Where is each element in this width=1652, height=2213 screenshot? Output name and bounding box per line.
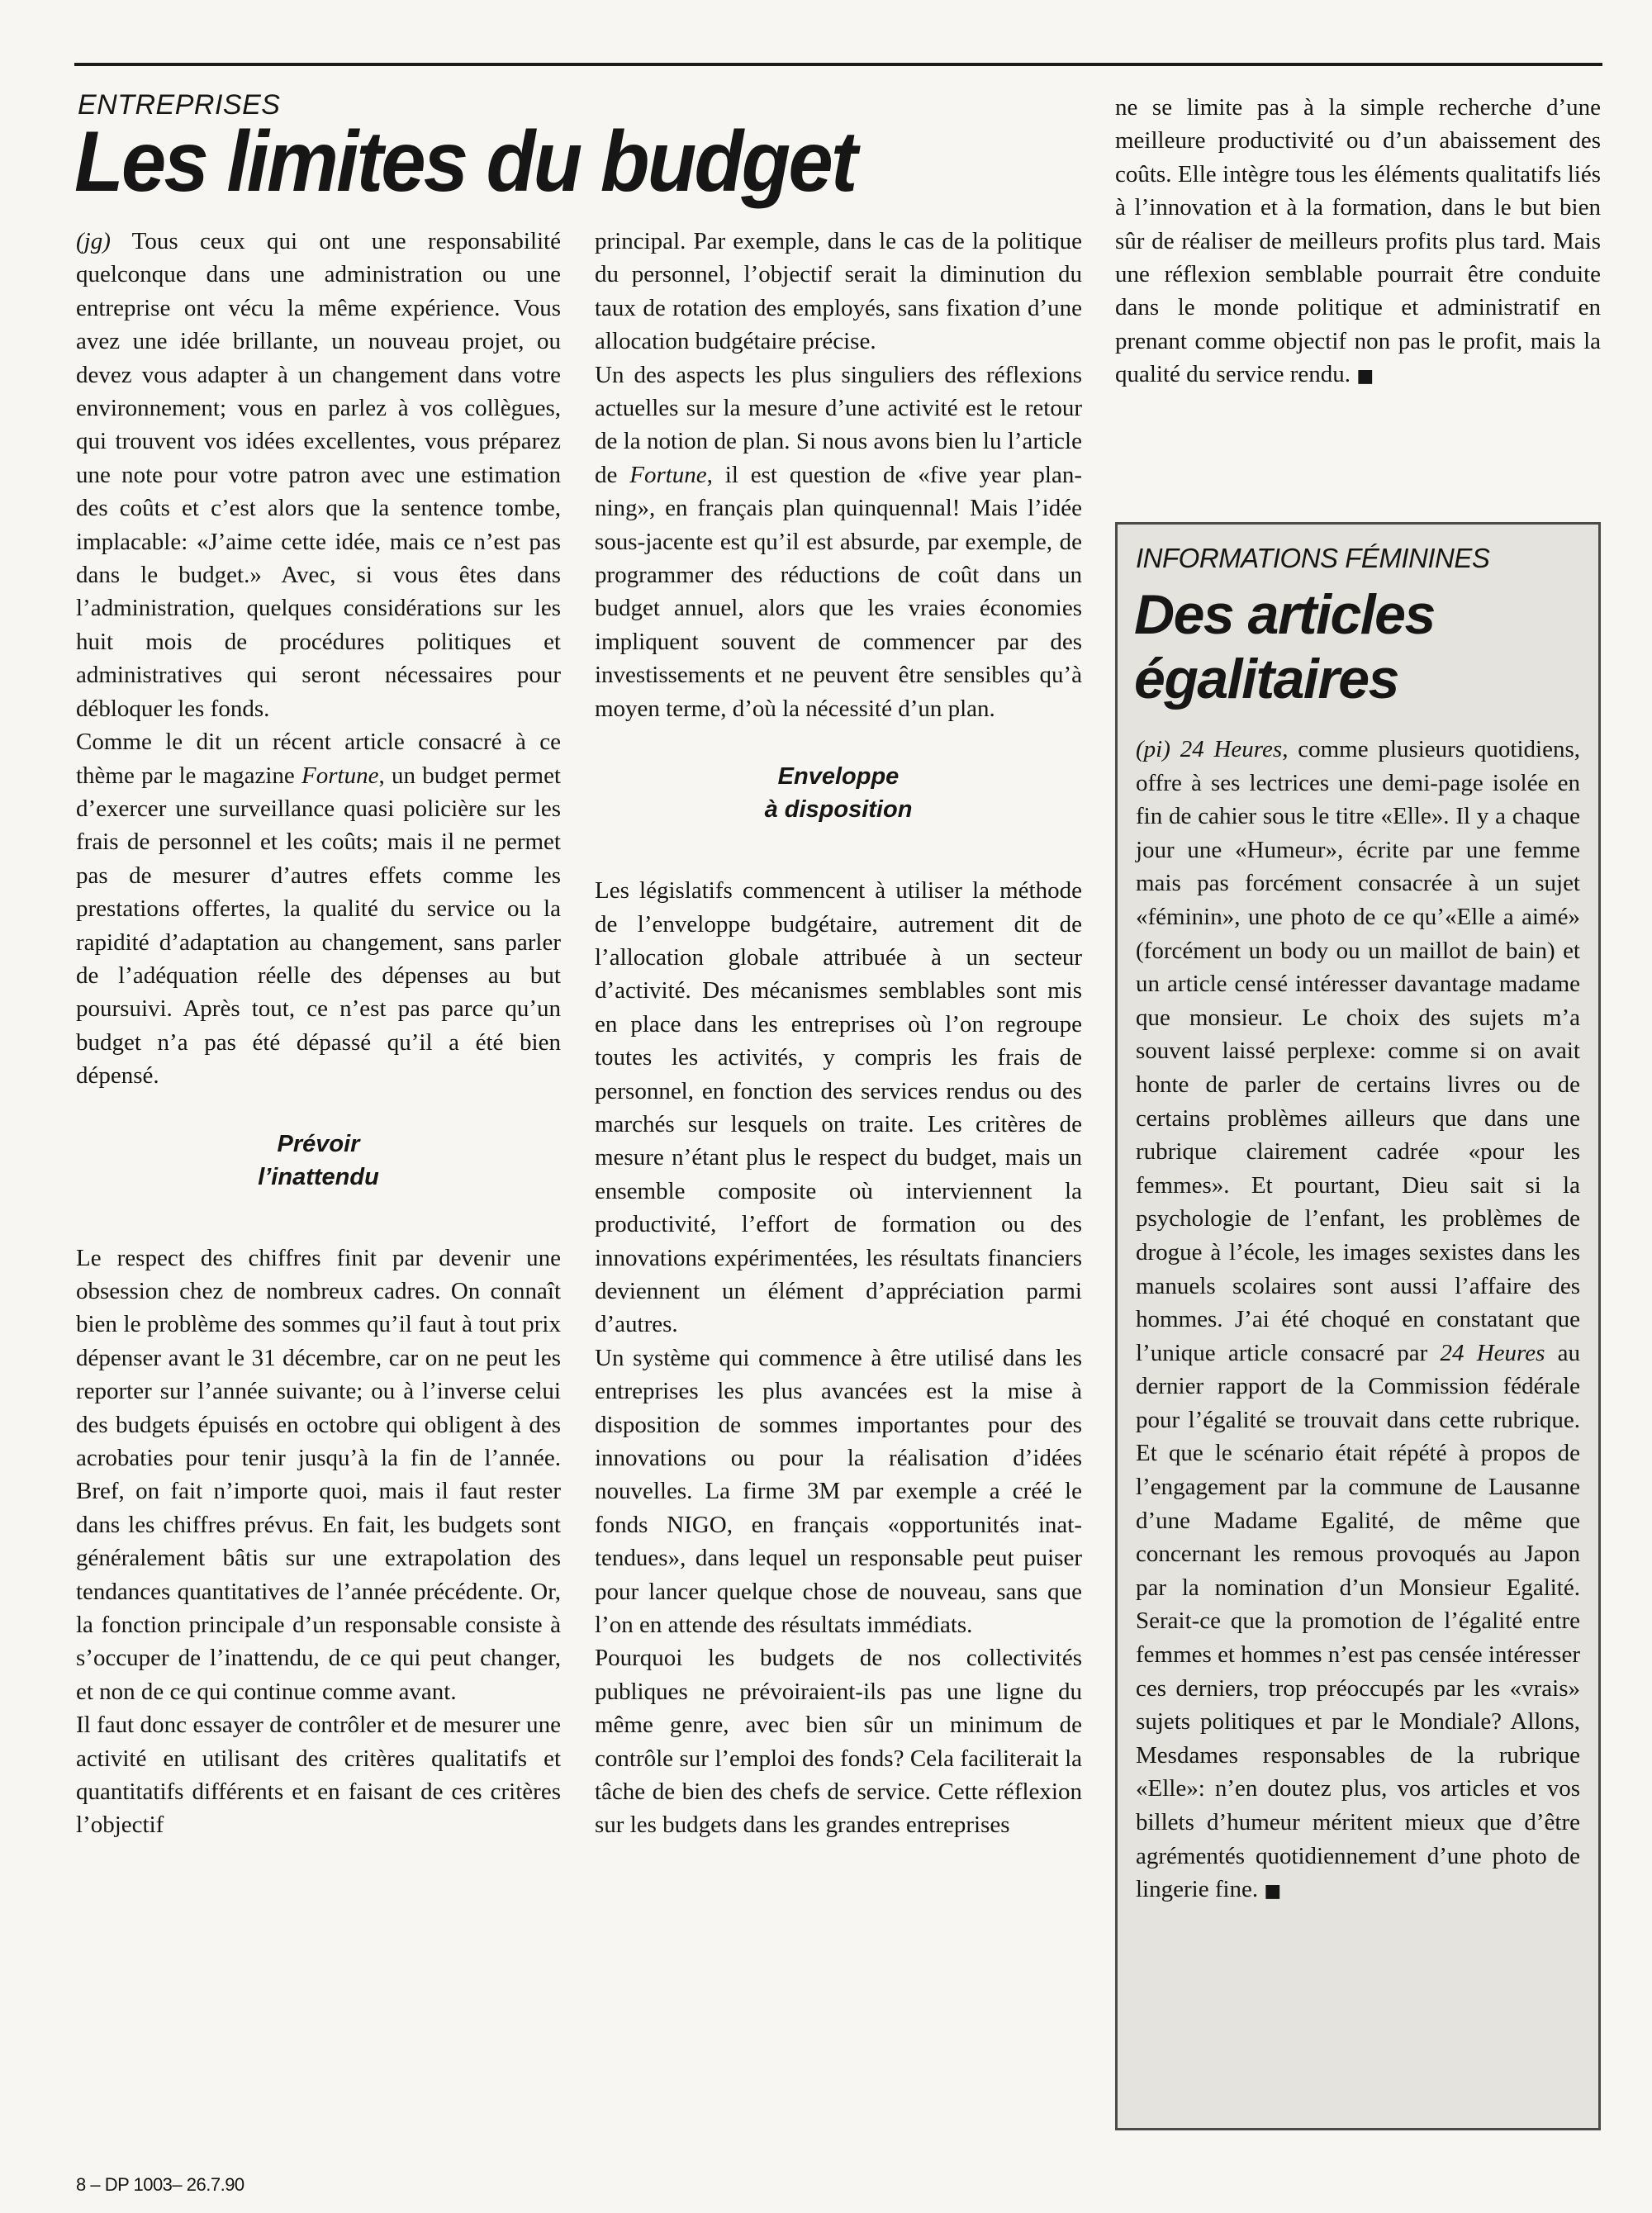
magazine-name: Fortune — [301, 762, 379, 789]
end-mark-icon: ■ — [1356, 366, 1374, 387]
article-paragraph: Le respect des chiffres finit par devenir une obsession chez de nombreux cadres. On connaît bien le problème des sommes qu’il faut à tout prix dépenser avant le 31 décembre, car on ne peut les reporter sur l’année suivante; ou à l’inverse celui des budgets épuisés en octobre qui obligent à des acrobaties pour tenir jusqu’à la fin de l’année. Bref, on fait n’importe quoi, mais il faut rester dans les chiffres prévus. En fait, les budgets sont généralement bâtis sur une extrapolation des tendances quantitatives de l’année précédente. Or, la fonction principale d’un responsable consiste à s’occuper de l’inattendu, de ce qui peut changer, et non de ce qui continue comme avant. — [76, 1244, 561, 1705]
article-paragraph: principal. Par exemple, dans le cas de la politique du personnel, l’objectif serait la diminution du taux de rotation des employés, sans fixation d’une allocation budgétaire précise. — [595, 228, 1082, 355]
article-byline: (jg) — [76, 228, 111, 254]
article-column-1 — [76, 225, 561, 1842]
article-column-2 — [595, 225, 1082, 1842]
article-paragraph: Un système qui commence à être utilisé dans les entreprises les plus avancées est la mise à disposition de sommes importantes pour des innovations ou pour la réalisation d’idées nouvelles. La firme 3M par exemple a créé le fonds NIGO, en français «opportunités inattendues», dans lequel un responsable peut puiser pour lancer quelque chose de nouveau, sans que l’on en attende des résultats immédiats. — [595, 1344, 1082, 1639]
article-kicker: ENTREPRISES — [78, 89, 281, 121]
subheading-enveloppe: Enveloppe à disposition — [764, 763, 913, 824]
article-paragraph: Pourquoi les budgets de nos collectivités publiques ne prévoiraient-ils pas une ligne du même genre, avec bien sûr un minimum de contrôle sur l’emploi des fonds? Cela faciliterait la tâche de bien des chefs de service. Cette réflexion sur les budgets dans les grandes entreprises — [595, 1645, 1082, 1839]
sidebar-paragraph: (pi) 24 Heures, comme plusieurs quotidiens, offre à ses lectrices une demi-page isolée en fin de cahier sous le titre «Elle». Il y a chaque jour une «Humeur», écrite par une femme mais pas forcément consacrée à un sujet «féminin», une photo de ce qu’«Elle a aimé» (forcément un body ou un maillot de bain) et un article censé intéresser davantage madame que monsieur. Le choix des sujets m’a souvent laissé perplexe: comme si on avait honte de parler de certains livres ou de certains problèmes ailleurs que dans une rubrique clairement cadrée «pour les femmes». Et pourtant, Dieu sait si la psychologie de l’enfant, les problèmes de drogue à l’école, les images sexistes dans les manuels scolaires sont aussi l’affaire des hommes. J’ai été choqué en constatant que l’unique article consacré par 24 Heures au dernier rapport de la Commission fédérale pour l’égalité se trouvait dans cette rubrique. Et que le scénario était répété à propos de l’engagement par la commune de Lausanne d’une Madame Egalité, de même que concernant les remous provoqués au Japon par la nomination d’un Monsieur Egalité. Serait-ce que la promotion de l’égalité entre femmes et hommes n’est pas censée intéresser ces derniers, trop préoccupés par les «vrais» sujets politiques et par le Mondiale? Allons, Mesdames responsables de la rubrique «Elle»: n’en doutez plus, vos articles et vos billets d’humeur méritent mieux que d’être agrémentés quotidiennement d’une photo de lingerie fine. ■ — [1136, 736, 1581, 1903]
sidebar-headline: Des articles égalitaires — [1134, 583, 1435, 710]
article-paragraph: ne se limite pas à la simple recherche d’une meilleure productivité ou d’un abaissement des coûts. Elle intègre tous les éléments qualitatifs liés à l’innovation et à la formation, dans le but bien sûr de réaliser de meilleurs profits plus tard. Mais une réflexion semblable pourrait être conduite dans le monde politique et administratif en prenant comme objectif non pas le profit, mais la qualité du service rendu. ■ — [1115, 94, 1601, 388]
newspaper-name: 24 Heures — [1180, 736, 1283, 762]
article-paragraph: Comme le dit un récent article consacré à ce thème par le magazine Fortune, un budget permet d’exercer une surveillance quasi policière sur les frais de personnel et les coûts; mais il ne permet pas de mesurer d’autres effets comme les prestations offertes, la qualité du service ou la rapidité d’adaptation au changement, sans parler de l’adéquation réelle des dépenses au but poursuivi. Après tout, ce n’est pas parce qu’un budget n’a pas été dépassé qu’il a été bien dépensé. — [76, 729, 561, 1090]
article-paragraph: Les législatifs commencent à utiliser la méthode de l’enveloppe budgétaire, autrement dit de l’allocation globale attribuée à un secteur d’activité. Des mécanismes semblables sont mis en place dans les entreprises où l’on regroupe toutes les activités, y compris les frais de personnel, en fonction des services rendus ou des marchés sur lesquels on traite. Les critères de mesure n’étant plus le respect du budget, mais un ensemble composite où interviennent la productivité, l’effort de formation ou des innovations expérimentées, les résultats financiers deviennent un élément d’appréciation parmi d’autres. — [595, 877, 1082, 1338]
sidebar-byline: (pi) — [1136, 736, 1170, 762]
article-column-3 — [1115, 91, 1601, 394]
sidebar-body — [1136, 733, 1580, 1909]
page-footer: 8 – DP 1003– 26.7.90 — [76, 2174, 244, 2195]
subheading-prevoir: Prévoir l’inattendu — [258, 1130, 379, 1190]
article-paragraph: Il faut donc essayer de contrôler et de mesurer une activité en utilisant des critères qualitatifs et quantitatifs différents et en faisant de ces critères l’objectif — [76, 1712, 561, 1839]
top-rule — [74, 63, 1602, 66]
article-paragraph: Un des aspects les plus singuliers des réflexions actuelles sur la mesure d’une activité est le retour de la notion de plan. Si nous avons bien lu l’article de Fortune, il est question de «five year planning», en français plan quinquennal! Mais l’idée sous-jacente est qu’il est absurde, par exemple, de programmer des réductions de coût dans un budget annuel, alors que les vraies économies impliquent souvent de commencer par des investissements et ne peuvent être sensibles qu’à moyen terme, d’où la nécessité d’un plan. — [595, 361, 1082, 722]
magazine-name: Fortune — [629, 461, 707, 488]
article-paragraph: (jg) Tous ceux qui ont une responsabilité quelconque dans une administration ou une entreprise ont vécu la même expérience. Vous avez une idée brillante, un nouveau projet, ou devez vous adapter à un changement dans votre environnement; vous en parlez à vos collègues, qui trouvent vos idées excellentes, vous préparez une note pour votre patron avec une estimation des coûts et c’est alors que la sentence tombe, implacable: «J’aime cette idée, mais ce n’est pas dans le budget.» Avec, si vous êtes dans l’administration, quelques considérations sur les huit mois de procédures politiques et administratives qui seront nécessaires pour débloquer les fonds. — [76, 228, 561, 722]
sidebar-box — [1115, 522, 1601, 2130]
end-mark-icon: ■ — [1264, 1881, 1282, 1902]
article-headline: Les limites du budget — [74, 114, 856, 210]
newspaper-name: 24 Heures — [1440, 1339, 1545, 1366]
sidebar-kicker: INFORMATIONS FÉMININES — [1136, 543, 1490, 573]
